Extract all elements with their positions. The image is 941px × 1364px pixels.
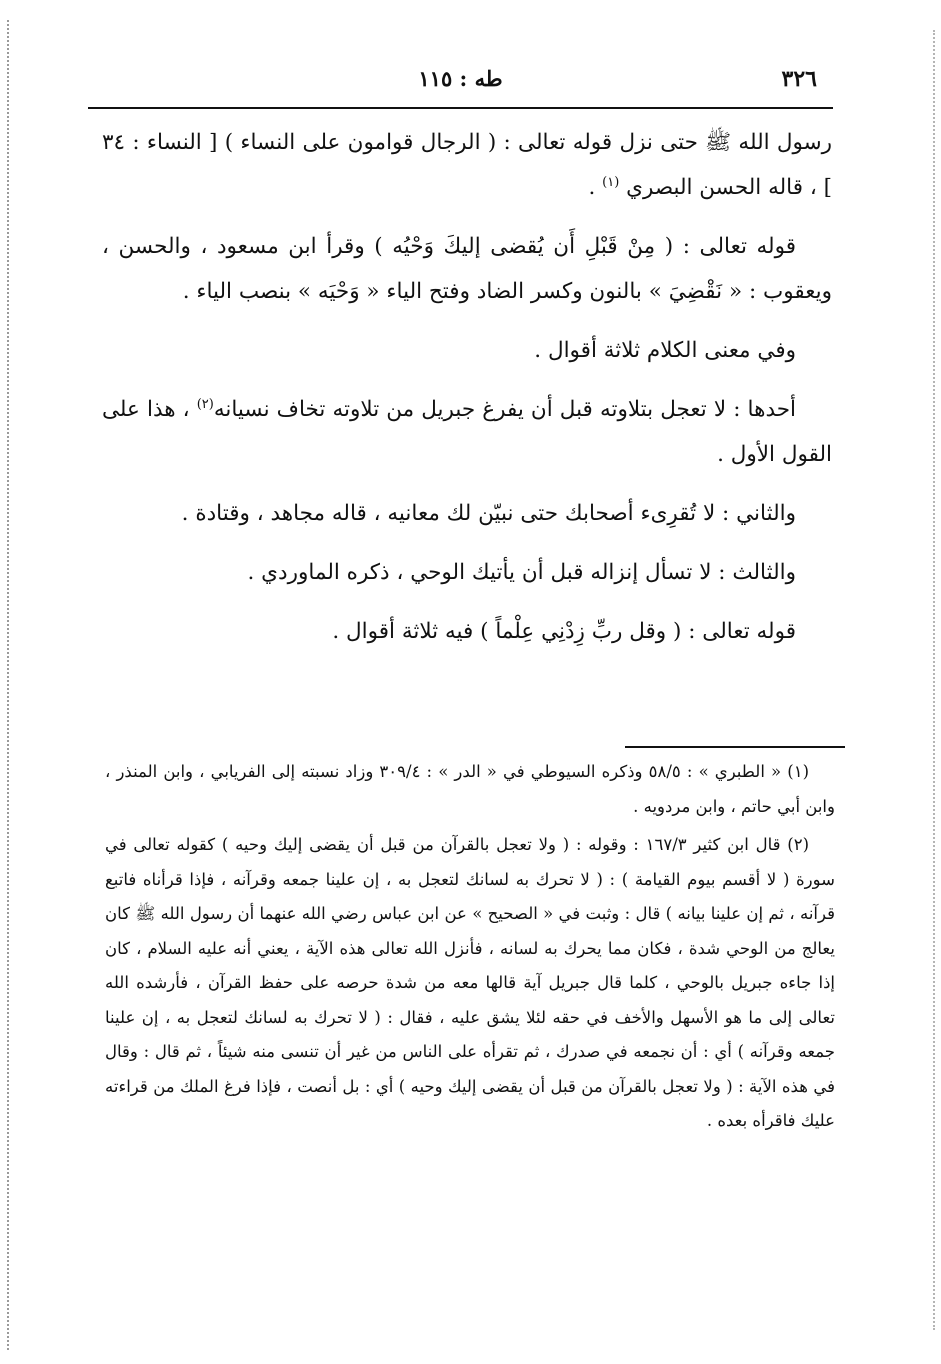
paragraph [102, 387, 832, 477]
footnotes [105, 755, 835, 1143]
paragraph: وفي معنى الكلام ثلاثة أقوال . [534, 338, 796, 363]
footnote-ref: (٢) [196, 396, 214, 412]
scan-edge-left [7, 20, 9, 1350]
footnote: (٢) قال ابن كثير ١٦٧/٣ : وقوله : ( ولا تعجل بالقرآن من قبل أن يقضى إليك وحيه ) كقوله تعالى في سورة ( لا أقسم بيوم القيامة ) : ( لا تحرك به لسانك لتعجل به ، إن علينا جمعه وقرآنه ، فإذا قرأناه فاتبع قرآنه ، ثم إن علينا بيانه ) قال : وثبت في « الصحيح » عن ابن عباس رضي الله عنهما أن رسول الله ﷺ كان يعالج من الوحي شدة ، فكان مما يحرك به لسانه ، فأنزل الله تعالى هذه الآية ، يعني أنه عليه السلام ، كان إذا جاءه جبريل بالوحي ، كلما قال جبريل آية قالها معه من شدة حرصه على حفظ القرآن ، فأرشده الله تعالى إلى ما هو الأسهل والأخف في حقه لئلا يشق عليه ، فقال : ( لا تحرك به لسانك لتعجل به ، إن علينا جمعه وقرآنه ) أي : أن نجمعه في صدرك ، ثم تقرأه على الناس من غير أن تنسى منه شيئاً ، ثم قال : وقال في هذه الآية : ( ولا تعجل بالقرآن من قبل أن يقضى إليك وحيه ) أي : بل أنصت ، فإذا فرغ الملك من قراءته عليك فاقرأه بعده . [105, 835, 836, 1130]
paragraph-text: ، هذا على القول الأول . [102, 397, 832, 467]
main-text [102, 120, 832, 668]
page-header [88, 60, 833, 96]
scan-edge-right [933, 30, 935, 1330]
page-number: ٣٢٦ [781, 66, 817, 92]
paragraph: والثالث : لا تسأل إنزاله قبل أن يأتيك الوحي ، ذكره الماوردي . [247, 560, 796, 585]
footnote-rule [625, 746, 845, 748]
paragraph: والثاني : لا تُقرِىء أصحابك حتى نبيّن لك معانيه ، قاله مجاهد ، وقتادة . [181, 501, 796, 526]
running-head: طه : ١١٥ [418, 66, 503, 91]
paragraph: رسول الله ﷺ حتى نزل قوله تعالى : ( الرجال قوامون على النساء ) [ النساء : ٣٤ ] ، قاله الحسن البصري $^{(١)}$ . [102, 130, 832, 200]
footnote: (١) « الطبري » : ٥٨/٥ وذكره السيوطي في « الدر » : ٣٠٩/٤ وزاد نسبته إلى الفريابي ، وابن المنذر ، وابن أبي حاتم ، وابن مردويه . [105, 762, 835, 816]
paragraph: قوله تعالى : ( مِنْ قَبْلِ أَن يُقضى إليكَ وَحْيُه ) وقرأ ابن مسعود ، والحسن ، ويعقوب : « نَقْضِيَ » بالنون وكسر الضاد وفتح الياء « وَحْيَه » بنصب الياء . [102, 234, 832, 304]
paragraph-text: رسول الله ﷺ حتى نزل قوله تعالى : ( الرجال قوامون على النساء ) [ النساء : ٣٤ ] ، قاله الحسن البصري [102, 130, 832, 200]
paragraph: قوله تعالى : ( وقل ربِّ زِدْنِي عِلْماً ) فيه ثلاثة أقوال . [332, 619, 796, 644]
header-rule [88, 107, 833, 109]
footnote-ref: (١) [602, 174, 620, 190]
paragraph-text: أحدها : لا تعجل بتلاوته قبل أن يفرغ جبريل من تلاوته تخاف نسيانه [213, 397, 796, 422]
